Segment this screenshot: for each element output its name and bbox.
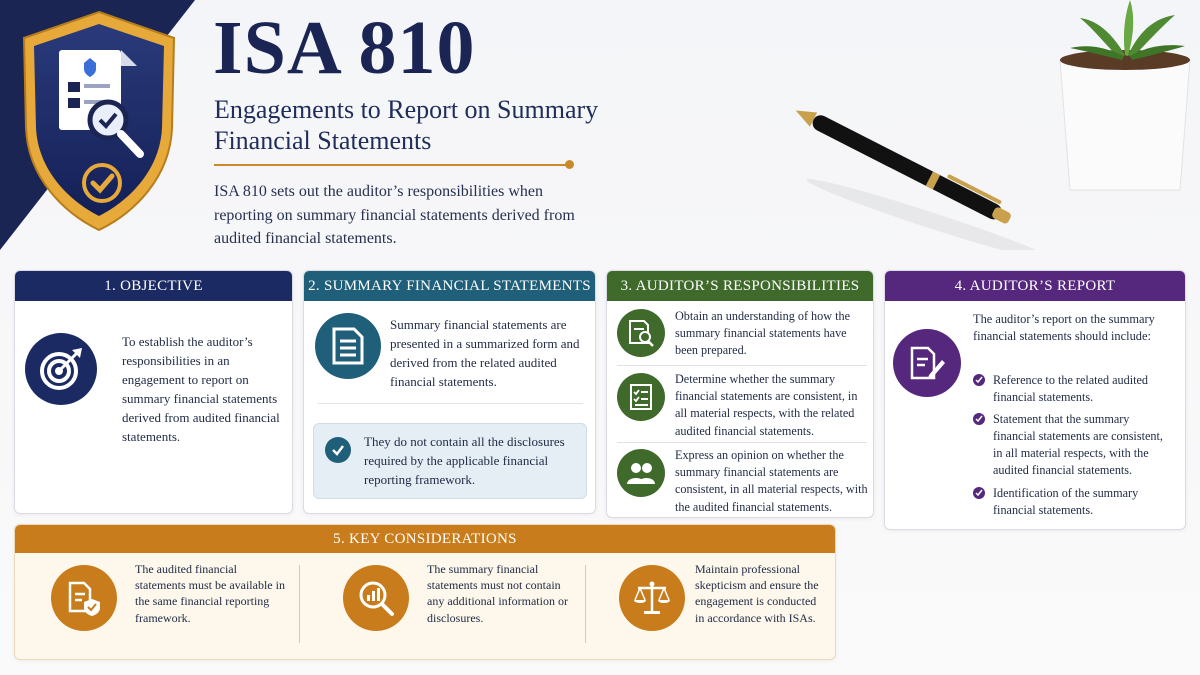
summary-fs-text: Summary financial statements are presented in a summarized form and derived from the related audited financial statements. [390, 317, 580, 389]
objective-card [14, 270, 293, 514]
checklist-icon [617, 373, 665, 421]
key-considerations-card [14, 524, 836, 660]
check-bullet-icon [973, 413, 985, 425]
target-icon [25, 333, 97, 405]
report-bullet-1 [973, 372, 1173, 406]
report-bullet-text: Statement that the summary financial statements are consistent, in all material respects, with the audited financial statements. [993, 412, 1163, 477]
key-consideration-text-3: Maintain professional skepticism and ensure the engagement is conducted in accordance with ISAs. [695, 562, 819, 625]
report-heading: 4. AUDITOR’S REPORT [885, 271, 1185, 301]
summary-fs-note-box [313, 423, 587, 499]
title-divider [214, 164, 568, 166]
pen-decoration [780, 100, 1060, 250]
key-consideration-text-2: The summary financial statements must not contain any additional information or disclosures. [427, 562, 568, 625]
document-icon [315, 313, 381, 379]
report-bullet-text: Identification of the summary financial statements. [993, 486, 1139, 517]
key-divider [299, 565, 300, 643]
objective-heading: 1. OBJECTIVE [15, 271, 292, 301]
objective-text: To establish the auditor’s responsibilities in an engagement to report on summary financial statements derived from audited financial statements. [122, 334, 280, 444]
document-search-icon [617, 309, 665, 357]
responsibility-text-2: Determine whether the summary financial statements are consistent, in all material respects, with the related audited financial statements. [675, 372, 858, 438]
responsibility-text-1: Obtain an understanding of how the summary financial statements have been prepared. [675, 309, 850, 358]
key-considerations-heading: 5. KEY CONSIDERATIONS [15, 525, 835, 553]
page-title: ISA 810 [213, 6, 476, 90]
intro-text: ISA 810 sets out the auditor’s responsibilities when reporting on summary financial statements derived from audited financial statements. [214, 183, 575, 247]
summary-fs-heading: 2. SUMMARY FINANCIAL STATEMENTS [304, 271, 595, 301]
magnifier-chart-icon [343, 565, 409, 631]
audit-shield-icon [14, 8, 184, 234]
report-bullet-3 [973, 485, 1173, 519]
plant-decoration [1040, 0, 1200, 200]
summary-fs-divider [318, 403, 583, 404]
key-consideration-text-1: The audited financial statements must be available in the same financial reporting framework. [135, 562, 285, 625]
check-circle-icon [325, 437, 351, 463]
report-bullet-text: Reference to the related audited financial statements. [993, 373, 1148, 404]
document-shield-icon [51, 565, 117, 631]
key-divider [585, 565, 586, 643]
summary-fs-note-text: They do not contain all the disclosures required by the applicable financial reporting framework. [364, 434, 565, 487]
page-subtitle: Engagements to Report on Summary Financial Statements [214, 95, 599, 155]
scales-icon [619, 565, 685, 631]
report-pen-icon [893, 329, 961, 397]
responsibilities-card [606, 270, 874, 518]
people-icon [617, 449, 665, 497]
report-card [884, 270, 1186, 530]
responsibilities-heading: 3. AUDITOR’S RESPONSIBILITIES [607, 271, 873, 301]
responsibility-divider [617, 442, 867, 443]
report-bullet-2 [973, 411, 1173, 479]
check-bullet-icon [973, 487, 985, 499]
title-divider-dot [565, 160, 574, 169]
responsibility-divider [617, 365, 867, 366]
responsibility-text-3: Express an opinion on whether the summary financial statements are consistent, in all material respects, with the audited financial statements. [675, 448, 868, 514]
report-intro: The auditor’s report on the summary financial statements should include: [973, 312, 1155, 344]
summary-fs-card [303, 270, 596, 514]
check-bullet-icon [973, 374, 985, 386]
